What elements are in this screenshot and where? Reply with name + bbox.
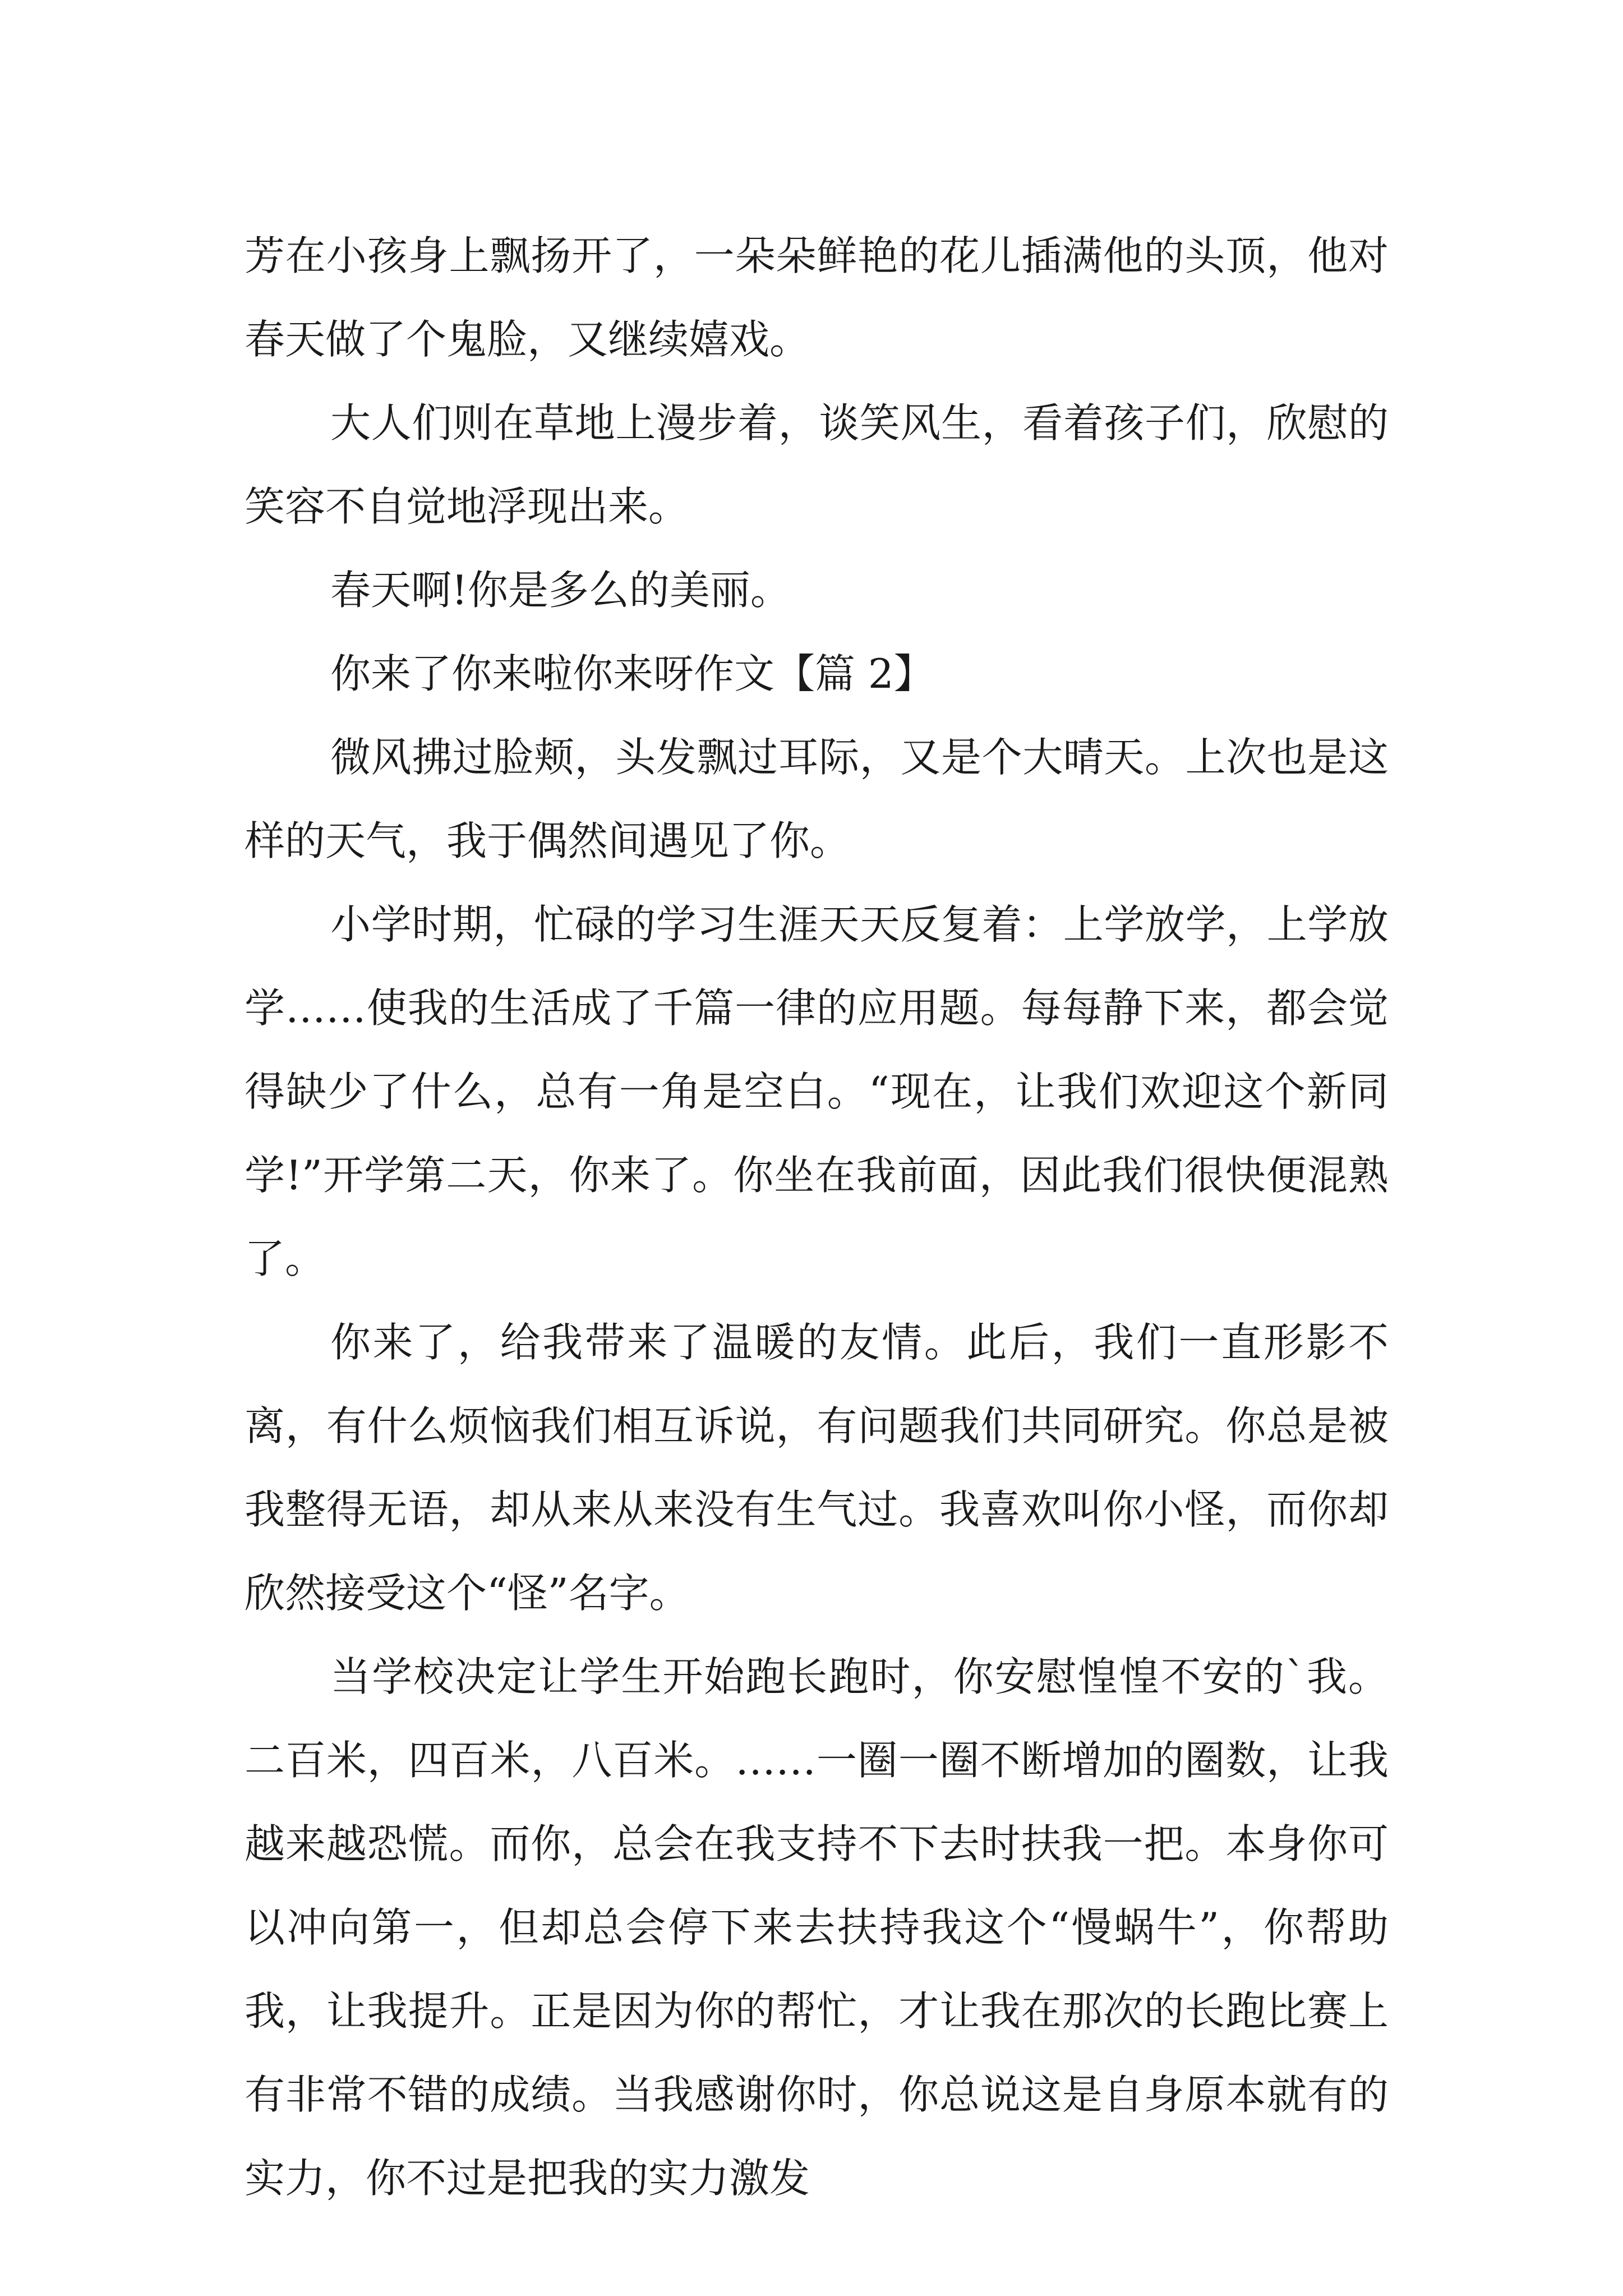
paragraph-1: 芳在小孩身上飘扬开了，一朵朵鲜艳的花儿插满他的头顶，他对春天做了个鬼脸，又继续嬉戏。	[245, 232, 1389, 363]
paragraph-6: 你来了，给我带来了温暖的友情。此后，我们一直形影不离，有什么烦恼我们相互诉说，有问题我们共同研究。你总是被我整得无语，却从来从来没有生气过。我喜欢叫你小怪，而你却欣然接受这个“怪”名字。	[245, 1319, 1389, 1617]
paragraph-3: 春天啊!你是多么的美丽。	[330, 567, 791, 614]
article-body	[245, 214, 1389, 2220]
paragraph-5: 小学时期，忙碌的学习生涯天天反复着：上学放学，上学放学……使我的生活成了千篇一律的应用题。每每静下来，都会觉得缺少了什么，总有一角是空白。“现在，让我们欢迎这个新同学!”开学第二天，你来了。你坐在我前面，因此我们很快便混熟了。	[245, 901, 1389, 1282]
section-heading: 你来了你来啦你来呀作文【篇 2】	[330, 650, 934, 697]
paragraph-7: 当学校决定让学生开始跑长跑时，你安慰惶惶不安的`我。二百米，四百米，八百米。……一圈一圈不断增加的圈数，让我越来越恐慌。而你，总会在我支持不下去时扶我一把。本身你可以冲向第一，但却总会停下来去扶持我这个“慢蜗牛”，你帮助我，让我提升。正是因为你的帮忙，才让我在那次的长跑比赛上有非常不错的成绩。当我感谢你时，你总说这是自身原本就有的实力，你不过是把我的实力激发	[245, 1653, 1389, 2202]
paragraph-2: 大人们则在草地上漫步着，谈笑风生，看着孩子们，欣慰的笑容不自觉地浮现出来。	[245, 399, 1389, 530]
paragraph-4: 微风拂过脸颊，头发飘过耳际，又是个大晴天。上次也是这样的天气，我于偶然间遇见了你。	[245, 734, 1389, 864]
